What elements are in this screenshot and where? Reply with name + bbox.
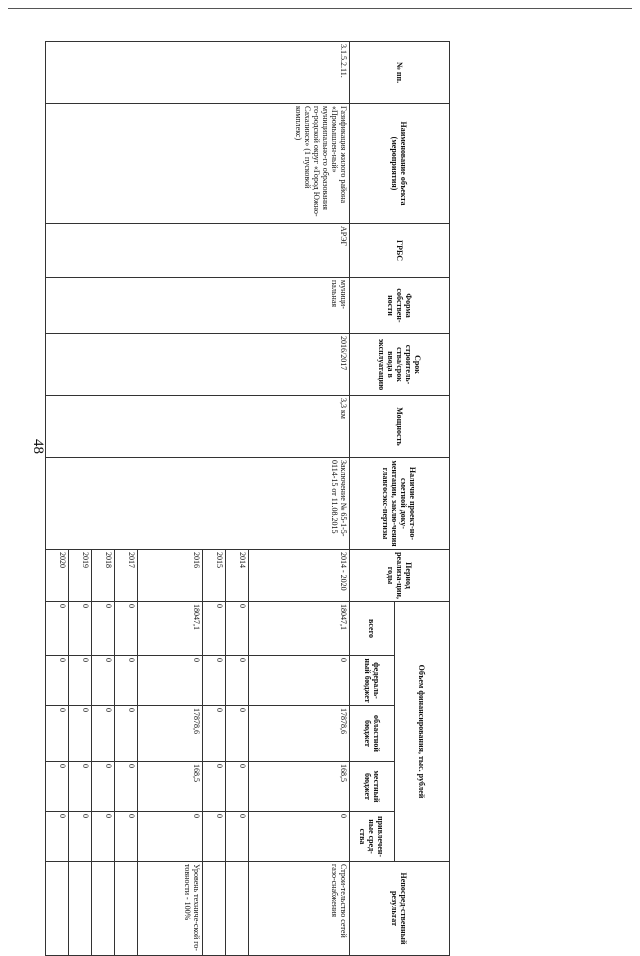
col-total: всего (350, 602, 395, 656)
cell-total: 18047,1 (249, 602, 350, 656)
col-design-docs: Наличие проект-но-сметной доку-ментации, заклю-чения главгосэкс-пертизы (350, 458, 450, 550)
cell-attracted: 0 (203, 812, 226, 862)
cell-local: 168,5 (138, 762, 203, 812)
cell-total: 0 (92, 602, 115, 656)
cell-regional: 0 (226, 706, 249, 762)
table-row (249, 42, 350, 956)
col-impl-period: Период реализа-ции, годы (350, 550, 450, 602)
cell-result (226, 862, 249, 956)
col-grbs: ГРБС (350, 224, 450, 278)
cell-federal: 0 (226, 656, 249, 706)
cell-period: 2014 (226, 550, 249, 602)
cell-local: 0 (226, 762, 249, 812)
cell-period: 2018 (92, 550, 115, 602)
cell-attracted: 0 (226, 812, 249, 862)
top-rule (8, 8, 632, 9)
object-ownership: муници-пальная (46, 278, 350, 334)
financing-table-rotated (58, 41, 450, 951)
object-grbs: АРЭГ (46, 224, 350, 278)
cell-regional: 0 (203, 706, 226, 762)
cell-attracted: 0 (138, 812, 203, 862)
page-number: 48 (30, 439, 46, 454)
cell-regional: 0 (115, 706, 138, 762)
cell-local: 0 (92, 762, 115, 812)
financing-table (45, 41, 450, 956)
cell-federal: 0 (46, 656, 69, 706)
cell-result (203, 862, 226, 956)
cell-federal: 0 (203, 656, 226, 706)
cell-regional: 0 (69, 706, 92, 762)
col-num: № пп. (350, 42, 450, 104)
cell-total: 18047,1 (138, 602, 203, 656)
cell-result (92, 862, 115, 956)
cell-local: 0 (115, 762, 138, 812)
cell-attracted: 0 (69, 812, 92, 862)
col-federal: федераль-ный бюджет (350, 656, 395, 706)
table-stage (58, 41, 450, 951)
cell-period: 2015 (203, 550, 226, 602)
cell-total: 0 (203, 602, 226, 656)
cell-attracted: 0 (115, 812, 138, 862)
cell-attracted: 0 (92, 812, 115, 862)
cell-period: 2020 (46, 550, 69, 602)
cell-period: 2019 (69, 550, 92, 602)
cell-local: 0 (203, 762, 226, 812)
col-funding-group: Объем финансирования, тыс. рублей (395, 602, 450, 862)
cell-attracted: 0 (249, 812, 350, 862)
cell-regional: 17878,6 (249, 706, 350, 762)
object-build-period: 2016/2017 (46, 334, 350, 396)
cell-result: Строи-тельство сетей газо-снабжения (249, 862, 350, 956)
cell-period: 2017 (115, 550, 138, 602)
object-num: 3.1.5.2.11. (46, 42, 350, 104)
cell-total: 0 (69, 602, 92, 656)
object-design-docs: Заключение № 65-1-5-0114-15 от 11.08.2015 (46, 458, 350, 550)
object-name: Газификация жилого района «Промышлен-ный» муниципально-го образования го-родской округ «Город Южно-Сахалинск» (1 пусковой комплекс) (46, 104, 350, 224)
cell-total: 0 (46, 602, 69, 656)
cell-result (46, 862, 69, 956)
cell-regional: 0 (92, 706, 115, 762)
cell-federal: 0 (92, 656, 115, 706)
col-local: местный бюджет (350, 762, 395, 812)
cell-total: 0 (226, 602, 249, 656)
object-capacity: 3,3 км (46, 396, 350, 458)
cell-federal: 0 (115, 656, 138, 706)
cell-period: 2016 (138, 550, 203, 602)
cell-federal: 0 (69, 656, 92, 706)
cell-regional: 0 (46, 706, 69, 762)
cell-result (115, 862, 138, 956)
col-capacity: Мощность (350, 396, 450, 458)
cell-regional: 17878,6 (138, 706, 203, 762)
cell-attracted: 0 (46, 812, 69, 862)
cell-result (69, 862, 92, 956)
cell-local: 0 (69, 762, 92, 812)
cell-period: 2014 - 2020 (249, 550, 350, 602)
col-build-period: Срок строитель-ства/срок ввода в эксплуатацию (350, 334, 450, 396)
cell-local: 0 (46, 762, 69, 812)
header-row-1 (395, 42, 450, 956)
col-regional: областной бюджет (350, 706, 395, 762)
col-ownership: Форма собствен-ности (350, 278, 450, 334)
cell-local: 168,5 (249, 762, 350, 812)
cell-federal: 0 (249, 656, 350, 706)
cell-total: 0 (115, 602, 138, 656)
cell-federal: 0 (138, 656, 203, 706)
col-name: Наименование объекта (мероприятия) (350, 104, 450, 224)
col-attracted: привлечен-ные сред-ства (350, 812, 395, 862)
col-result: Непосред-ственный результат (350, 862, 450, 956)
cell-result: Уровень техниче-ской го-товности - 100% (138, 862, 203, 956)
